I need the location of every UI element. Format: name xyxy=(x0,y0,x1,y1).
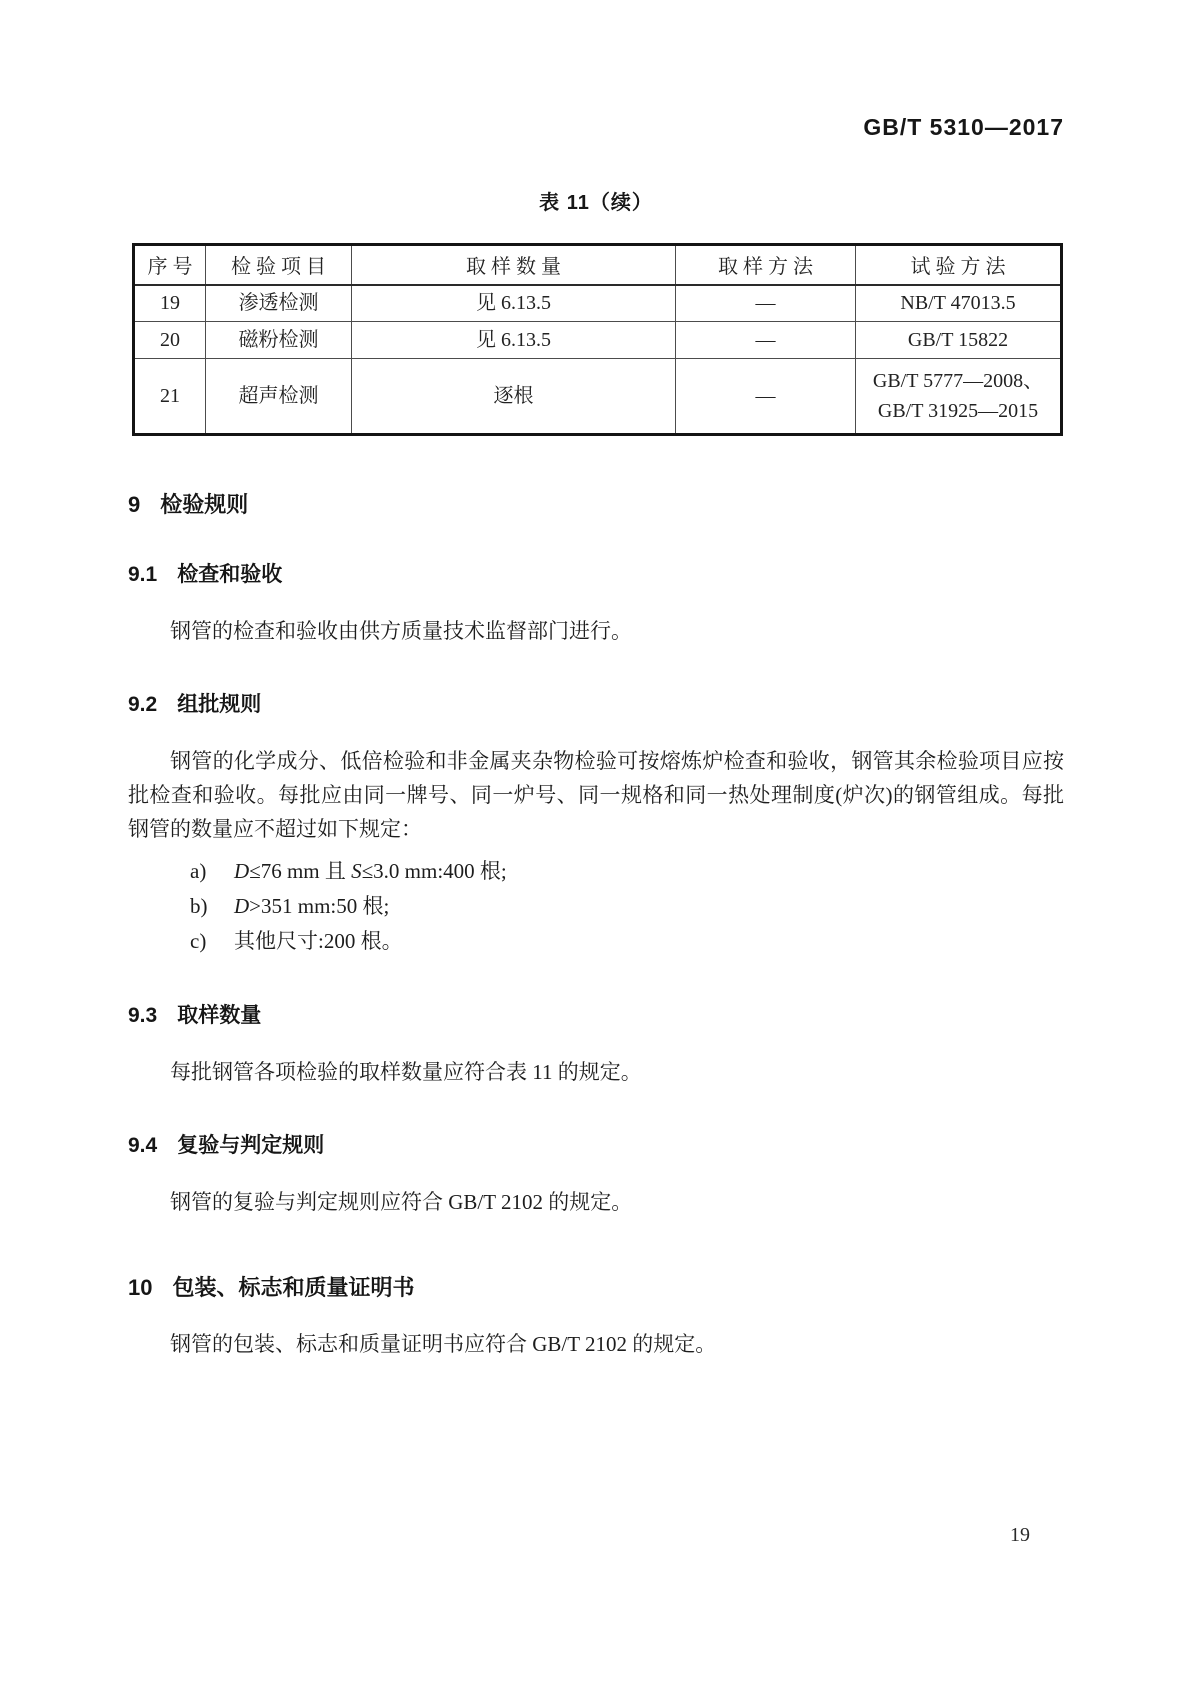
list-text-part: 其他尺寸:200 根。 xyxy=(234,929,403,953)
table-row xyxy=(134,285,1062,322)
section-title: 取样数量 xyxy=(177,1004,262,1027)
list-item-text xyxy=(234,929,403,953)
section-title: 组批规则 xyxy=(177,693,262,716)
list-item-b xyxy=(128,889,1064,924)
section-title: 包装、标志和质量证明书 xyxy=(172,1275,415,1300)
table-cell: 见 6.13.5 xyxy=(352,322,676,359)
table-cell: GB/T 15822 xyxy=(856,322,1062,359)
section-number: 9 xyxy=(128,492,141,517)
table-title: 表 11（续） xyxy=(539,192,653,214)
section-heading-9-1 xyxy=(128,562,1064,588)
table-cell: NB/T 47013.5 xyxy=(856,285,1062,322)
table-cell: — xyxy=(676,285,856,322)
section-heading-10 xyxy=(128,1275,1064,1301)
list-item-label: c) xyxy=(190,929,207,953)
col-header-sample-quantity: 取 样 数 量 xyxy=(352,245,676,285)
table-cell: GB/T 5777—2008、 GB/T 31925—2015 xyxy=(856,359,1062,435)
section-number: 10 xyxy=(128,1275,153,1300)
math-var: S xyxy=(351,859,362,883)
list-item-text xyxy=(234,859,507,883)
table-cell: 见 6.13.5 xyxy=(352,285,676,322)
table-body xyxy=(134,285,1062,435)
table-row xyxy=(134,322,1062,359)
section-title: 检查和验收 xyxy=(177,563,283,586)
list-text-part: >351 mm:50 根; xyxy=(249,894,390,918)
table-cell: 磁粉检测 xyxy=(206,322,352,359)
paragraph-10: 钢管的包装、标志和质量证明书应符合 GB/T 2102 的规定。 xyxy=(170,1332,717,1356)
table-cell: 21 xyxy=(134,359,206,435)
page-number: 19 xyxy=(1010,1524,1030,1546)
section-number: 9.1 xyxy=(128,563,158,586)
standard-code: GB/T 5310—2017 xyxy=(863,114,1064,140)
batch-rule-list xyxy=(128,854,1064,959)
table-header-row xyxy=(134,245,1062,285)
table-cell: 渗透检测 xyxy=(206,285,352,322)
section-number: 9.3 xyxy=(128,1004,158,1027)
col-header-seq: 序 号 xyxy=(134,245,206,285)
list-text-part: ≤76 mm 且 xyxy=(249,859,352,883)
paragraph-9-2: 钢管的化学成分、低倍检验和非金属夹杂物检验可按熔炼炉检查和验收，钢管其余检验项目应按批检查和验收。每批应由同一牌号、同一炉号、同一规格和同一热处理制度(炉次)的钢管组成。每批钢管的数量应不超过如下规定： xyxy=(128,749,1064,841)
math-var: D xyxy=(234,894,250,918)
table-cell: 逐根 xyxy=(352,359,676,435)
list-item-c xyxy=(128,924,1064,959)
section-number: 9.2 xyxy=(128,693,158,716)
paragraph-9-3: 每批钢管各项检验的取样数量应符合表 11 的规定。 xyxy=(170,1060,642,1084)
paragraph-9-1: 钢管的检查和验收由供方质量技术监督部门进行。 xyxy=(170,619,632,643)
col-header-inspection-item: 检 验 项 目 xyxy=(206,245,352,285)
math-var: D xyxy=(234,859,250,883)
section-heading-9 xyxy=(128,492,1064,518)
col-header-test-method: 试 验 方 法 xyxy=(856,245,1062,285)
list-item-text xyxy=(234,894,389,918)
section-title: 复验与判定规则 xyxy=(177,1134,325,1157)
paragraph-9-4: 钢管的复验与判定规则应符合 GB/T 2102 的规定。 xyxy=(170,1190,633,1214)
section-number: 9.4 xyxy=(128,1134,158,1157)
section-heading-9-2 xyxy=(128,692,1064,718)
list-item-label: b) xyxy=(190,894,208,918)
table-cell: 19 xyxy=(134,285,206,322)
table-cell: — xyxy=(676,359,856,435)
table-11-continued xyxy=(132,243,1063,436)
list-item-label: a) xyxy=(190,859,207,883)
section-title: 检验规则 xyxy=(160,492,249,517)
list-text-part: ≤3.0 mm:400 根; xyxy=(361,859,507,883)
table-cell: — xyxy=(676,322,856,359)
col-header-sampling-method: 取 样 方 法 xyxy=(676,245,856,285)
table-cell: 20 xyxy=(134,322,206,359)
list-item-a xyxy=(128,854,1064,889)
table-row xyxy=(134,359,1062,435)
section-heading-9-3 xyxy=(128,1003,1064,1029)
section-heading-9-4 xyxy=(128,1133,1064,1159)
table-cell: 超声检测 xyxy=(206,359,352,435)
